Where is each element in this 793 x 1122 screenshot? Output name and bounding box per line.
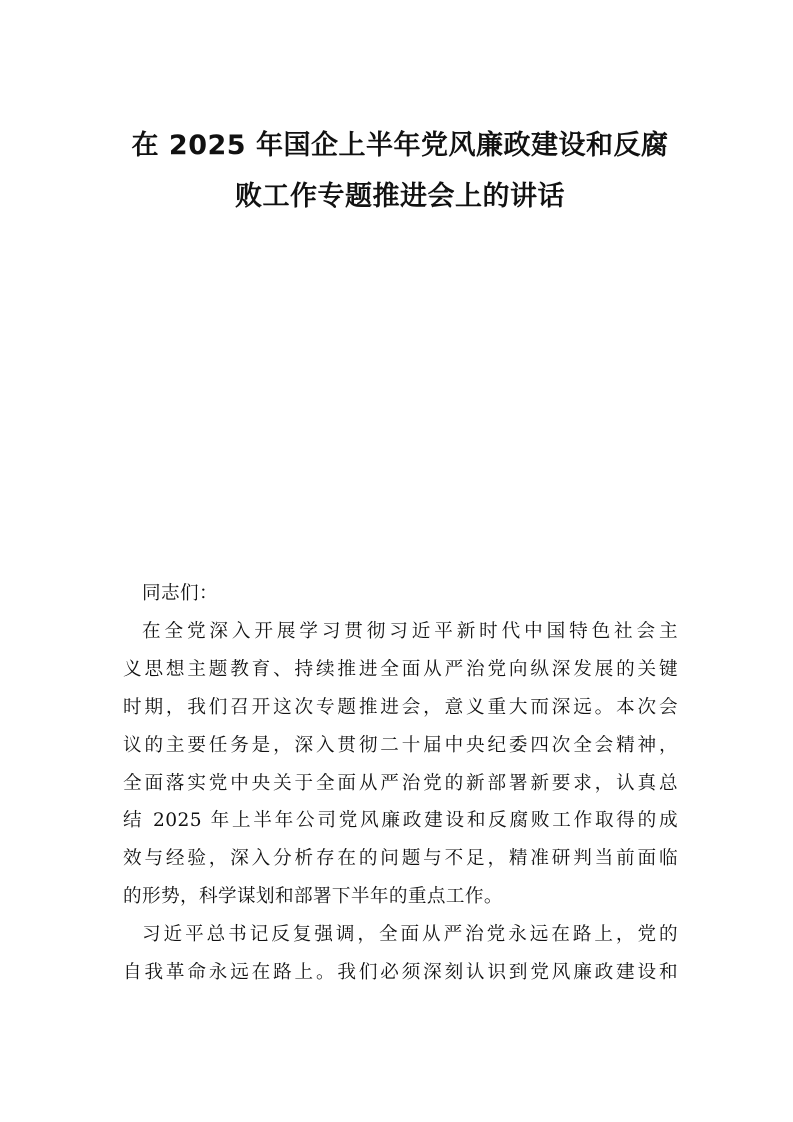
paragraph-1-line: 时期，我们召开这次专题推进会，意义重大而深远。本次会 [123, 696, 678, 718]
paragraph-1-line: 的形势，科学谋划和部署下半年的重点工作。 [123, 886, 503, 908]
paragraph-2-line: 习近平总书记反复强调，全面从严治党永远在路上，党的 [142, 924, 678, 946]
paragraph-1-line: 全面落实党中央关于全面从严治党的新部署新要求，认真总 [123, 772, 678, 794]
salutation: 同志们： [142, 583, 218, 604]
title-line-1: 在 2025 年国企上半年党风廉政建设和反腐 [131, 130, 669, 161]
document-body [123, 575, 678, 992]
paragraph-1-line: 效与经验，深入分析存在的问题与不足，精准研判当前面临 [123, 848, 678, 870]
paragraph-1-line: 议的主要任务是，深入贯彻二十届中央纪委四次全会精神， [123, 734, 678, 756]
title-line-2: 败工作专题推进会上的讲话 [235, 181, 565, 212]
paragraph-2-line: 自我革命永远在路上。我们必须深刻认识到党风廉政建设和 [123, 962, 678, 984]
paragraph-1-line: 义思想主题教育、持续推进全面从严治党向纵深发展的关键 [123, 658, 678, 680]
document-title [100, 120, 700, 222]
paragraph-1-line: 结 2025 年上半年公司党风廉政建设和反腐败工作取得的成 [123, 810, 678, 832]
paragraph-1-line: 在全党深入开展学习贯彻习近平新时代中国特色社会主 [142, 620, 678, 642]
